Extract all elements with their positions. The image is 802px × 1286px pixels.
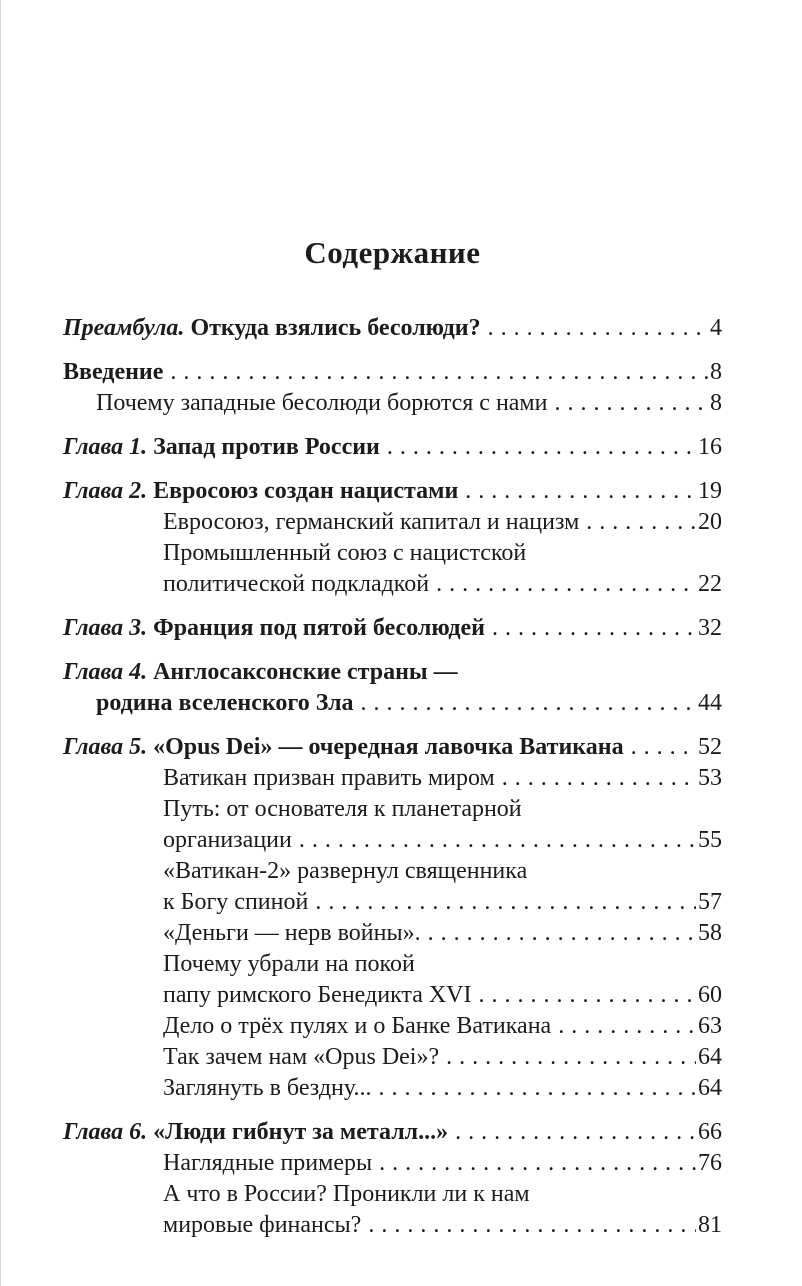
toc-subentry-line [163,1011,722,1042]
toc-entry [63,313,722,344]
chapter-label: Глава 1. [63,434,154,460]
dot-leader [465,476,696,507]
dot-leader [488,313,708,344]
dot-leader [299,825,696,856]
subentry-text: Заглянуть в бездну... [163,1075,372,1101]
subentry-text: Промышленный союз с нацистской [163,540,527,566]
subentry-text: политической подкладкой [163,571,430,597]
chapter-text: Преамбула. Откуда взялись бесолюди? [63,315,481,341]
chapter-label: Преамбула. [63,315,191,341]
toc-list [63,313,722,1241]
subentry-text: «Деньги — нерв войны». [163,920,421,946]
chapter-label: Глава 4. [63,659,154,685]
dot-leader [368,1210,696,1241]
toc-subentry-line [163,794,722,825]
dot-leader [378,1073,696,1104]
toc-chapter-line [63,732,722,763]
chapter-label: Глава 2. [63,478,154,504]
subentry-text: А что в России? Проникли ли к нам [163,1181,530,1207]
toc-subentry-line [163,1148,722,1179]
page-number: 64 [698,1075,722,1101]
toc-chapter-line [96,688,722,719]
toc-subentry-line [163,1210,722,1241]
chapter-text: Глава 3. Франция под пятой бесолюдей [63,615,485,641]
dot-leader [361,688,696,719]
toc-chapter-line [63,657,722,688]
toc-chapter-line [63,613,722,644]
subentry-text: мировые финансы? [163,1212,362,1238]
toc-subentry-line [163,1042,722,1073]
toc-entry [63,657,722,719]
dot-leader [379,1148,696,1179]
page-number: 53 [698,765,722,791]
dot-leader [554,388,708,419]
dot-leader [455,1117,696,1148]
toc-subentry-line [163,856,722,887]
subentry-text: Дело о трёх пулях и о Банке Ватикана [163,1013,552,1039]
toc-subentry-line [163,1073,722,1104]
dot-leader [387,432,696,463]
toc-subentry-line [163,763,722,794]
page-number: 60 [698,982,722,1008]
subentry-text: Евросоюз, германский капитал и нацизм [163,509,580,535]
subentry-text: организации [163,827,292,853]
page-number: 19 [698,478,722,504]
toc-subentry-line [163,538,722,569]
dot-leader [586,507,696,538]
toc-chapter-line [63,1117,722,1148]
toc-subentry-line [163,887,722,918]
toc-subentry-line [163,825,722,856]
page-number: 63 [698,1013,722,1039]
page-number: 66 [698,1119,722,1145]
toc-chapter-line [63,432,722,463]
subentry-text: к Богу спиной [163,889,309,915]
toc-chapter-line [63,313,722,344]
dot-leader [492,613,696,644]
page-number: 8 [710,390,722,416]
toc-entry [63,732,722,1104]
chapter-text: Глава 6. «Люди гибнут за металл...» [63,1119,449,1145]
page-number: 57 [698,889,722,915]
toc-subentry-line [163,1179,722,1210]
toc-subentry-line [163,980,722,1011]
dot-leader [428,918,696,949]
chapter-text: родина вселенского Зла [96,690,354,716]
page-number: 76 [698,1150,722,1176]
dot-leader [315,887,696,918]
page-scan-edge [0,0,1,1286]
page-number: 20 [698,509,722,535]
page-number: 55 [698,827,722,853]
page-number: 32 [698,615,722,641]
toc-title: Содержание [304,235,481,270]
subentry-text: Путь: от основателя к планетарной [163,796,522,822]
toc-subentry-line [163,918,722,949]
subentry-text: Почему западные бесолюди борются с нами [96,390,548,416]
page-number: 81 [698,1212,722,1238]
dot-leader [436,569,696,600]
chapter-text: Введение [63,359,164,385]
dot-leader [479,980,697,1011]
toc-subentry-line [163,507,722,538]
toc-subentry-line [96,388,722,419]
dot-leader [170,357,708,388]
page-number: 44 [698,690,722,716]
page-number: 4 [710,315,722,341]
toc-entry [63,432,722,463]
page-number: 52 [698,734,722,760]
chapter-text: Глава 5. «Opus Dei» — очередная лавочка Ватикана [63,734,624,760]
page-number: 16 [698,434,722,460]
toc-entry [63,613,722,644]
toc-subentry-line [163,949,722,980]
chapter-label: Глава 5. [63,734,154,760]
chapter-text: Глава 2. Евросоюз создан нацистами [63,478,459,504]
toc-entry [63,1117,722,1241]
dot-leader [631,732,696,763]
subentry-text: «Ватикан-2» развернул священника [163,858,528,884]
chapter-label: Глава 6. [63,1119,154,1145]
page-number: 8 [710,359,722,385]
chapter-text: Глава 1. Запад против России [63,434,380,460]
dot-leader [502,763,696,794]
subentry-text: Ватикан призван править миром [163,765,495,791]
page-number: 64 [698,1044,722,1070]
subentry-text: Так зачем нам «Opus Dei»? [163,1044,440,1070]
subentry-text: папу римского Бенедикта XVI [163,982,472,1008]
chapter-text: Глава 4. Англосаксонские страны — [63,659,458,685]
toc-entry [63,476,722,600]
subentry-text: Наглядные примеры [163,1150,373,1176]
toc-entry [63,357,722,419]
toc-subentry-line [163,569,722,600]
page-number: 58 [698,920,722,946]
toc-chapter-line [63,476,722,507]
toc-chapter-line [63,357,722,388]
dot-leader [446,1042,696,1073]
chapter-label: Глава 3. [63,615,154,641]
subentry-text: Почему убрали на покой [163,951,415,977]
dot-leader [558,1011,696,1042]
page-number: 22 [698,571,722,597]
